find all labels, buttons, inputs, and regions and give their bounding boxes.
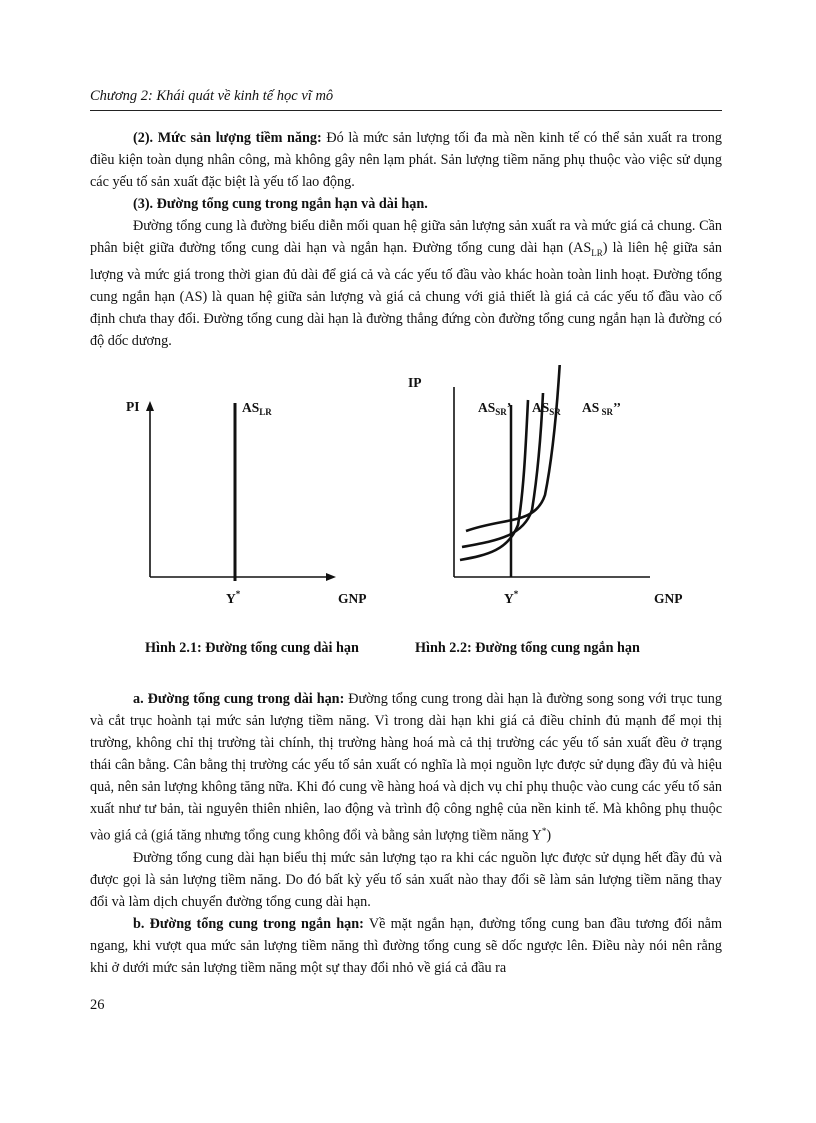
fig1-x-mark-label: Y*	[226, 589, 241, 606]
potential-output-heading: (2). Mức sản lượng tiềm năng:	[133, 130, 322, 146]
fig1-x-arrow	[326, 573, 336, 581]
fig1-x-label: GNP	[338, 591, 367, 606]
fig2-curve-label-2: $AS_{SR}$	[532, 400, 561, 417]
chapter-header: Chương 2: Khái quát về kinh tế học vĩ mô	[90, 88, 722, 111]
page-number: 26	[90, 997, 105, 1013]
fig1-y-label: PI	[126, 399, 140, 414]
figure1-caption: Hình 2.1: Đường tổng cung dài hạn	[145, 640, 359, 656]
supply-curve-heading: (3). Đường tổng cung trong ngắn hạn và dài hạn.	[133, 196, 428, 212]
fig2-as-curve-inner	[460, 400, 528, 560]
fig1-curve-label: $AS_{LR}$	[242, 400, 272, 417]
section-potential-output	[90, 127, 722, 352]
figure2-caption: Hình 2.2: Đường tổng cung ngắn hạn	[415, 640, 640, 656]
short-run-text: Về mặt ngắn hạn, đường tổng cung ban đầu tương đối nằm ngang, khi vượt qua mức sản lượng tiềm năng thì đường tổng cung sẽ dốc ngược lên. Điều này nói nên rằng khi ở dưới mức sản lượng tiềm năng một sự thay đổi nhỏ về giá cả đầu ra	[90, 915, 723, 976]
long-run-text: Đường tổng cung trong dài hạn là đường song song với trục tung và cắt trục hoành tại mức sản lượng tiềm năng. Vì trong dài hạn khi giá cả điều chỉnh đủ mạnh để mọi thị trường, không chỉ thị trường tài chính, thị trường hàng hoá mà cả thị trường các yếu tố sản xuất đều ở trạng thái cân bằng. Cân bằng thị trường các yếu tố sản xuất có nghĩa là mọi nguồn lực được sử dụng đầy đủ và hiệu quả, nên sản lượng không tăng nữa. Khi đó cung về hàng hoá và dịch vụ chỉ phụ thuộc vào cung các yếu tố sản xuất như tư bản, tài nguyên thiên nhiên, lao động và trình độ công nghệ của nền kinh tế. Mà không phụ thuộc vào giá cả (giá tăng nhưng tổng cung không đổi và bằng sản lượng tiềm năng Y	[90, 691, 722, 844]
fig2-x-label: GNP	[654, 591, 683, 606]
long-run-paragraph2: Đường tổng cung dài hạn biểu thị mức sản lượng tạo ra khi các nguồn lực được sử dụng hết đầy đủ và được gọi là sản lượng tiềm năng. Do đó bất kỳ yếu tố sản xuất nào thay đổi sẽ làm sản lượng tiềm năng thay đổi và làm dịch chuyển đường tổng cung dài hạn.	[90, 849, 722, 910]
section-long-run: a. Đường tổng cung trong dài hạn: Đường tổng cung trong dài hạn là đường song song với trục tung và cắt trục hoành tại mức sản lượng tiềm năng. Vì trong dài hạn khi giá cả điều chỉnh đủ mạnh để mọi thị trường, không chỉ thị trường tài chính, thị trường hàng hoá mà cả thị trường các yếu tố sản xuất đều ở trạng thái cân bằng. Cân bằng thị trường các yếu tố sản xuất có nghĩa là mọi nguồn lực được sử dụng đầy đủ và hiệu quả, nên sản lượng không tăng nữa. Khi đó cung về hàng hoá và dịch vụ chỉ phụ thuộc vào cung các yếu tố sản xuất như tư bản, tài nguyên thiên nhiên, lao động và trình độ công nghệ của nền kinh tế. Mà không phụ thuộc vào giá cả (giá tăng nhưng tổng cung không đổi và bằng sản lượng tiềm năng Y*) Đường tổng cung dài hạn biểu thị mức sản lượng tạo ra khi các nguồn lực được sử dụng hết đầy đủ và được gọi là sản lượng tiềm năng. Do đó bất kỳ yếu tố sản xuất nào thay đổi sẽ làm sản lượng tiềm năng thay đổi và làm dịch chuyển đường tổng cung dài hạn. b. Đường tổng cung trong ngắn hạn: Về mặt ngắn hạn, đường tổng cung ban đầu tương đối nằm ngang, khi vượt qua mức sản lượng tiềm năng thì đường tổng cung sẽ dốc ngược lên. Điều này nói nên rằng khi ở dưới mức sản lượng tiềm năng một sự thay đổi nhỏ về giá cả đầu ra	[90, 691, 723, 976]
figure-long-run-supply	[120, 385, 370, 615]
fig2-curve-label-3: AS $_{SR}$’’	[582, 400, 622, 417]
fig2-y-label: IP	[408, 375, 422, 390]
long-run-heading: a. Đường tổng cung trong dài hạn:	[133, 691, 345, 707]
figure-short-run-supply	[400, 365, 720, 615]
fig1-y-arrow	[146, 401, 154, 411]
fig2-curve-label-1: $AS_{SR}$’	[478, 400, 512, 417]
supply-curve-intro: Đường tổng cung là đường biểu diễn mối quan hệ giữa sản lượng sản xuất ra và mức giá cả chung. Cần phân biệt giữa đường tổng cung dài hạn và ngắn hạn. Đường tổng cung dài hạn $(AS_{LR})$ là liên hệ giữa sản lượng và mức giá trong thời gian đủ dài để giá cả và các yếu tố đầu vào khác hoàn toàn linh hoạt. Đường tổng cung ngắn hạn (AS) là quan hệ giữa sản lượng và giá cả chung với giả thiết là giá cả các yếu tố đầu vào cố định chưa thay đổi. Đường tổng cung dài hạn là đường thẳng đứng còn đường tổng cung ngắn hạn là đường có độ dốc dương.	[90, 218, 722, 349]
fig2-x-mark-label: Y*	[504, 589, 519, 606]
short-run-heading: b. Đường tổng cung trong ngắn hạn:	[133, 915, 364, 932]
fig2-as-curve-outer	[466, 365, 560, 531]
potential-output-text: Đó là mức sản lượng tối đa mà nền kinh tế có thể sản xuất ra trong điều kiện toàn dụng nhân công, mà không gây nên lạm phát. Sản lượng tiềm năng phụ thuộc vào việc sử dụng các yếu tố sản xuất đặc biệt là yếu tố lao động.	[90, 130, 722, 190]
